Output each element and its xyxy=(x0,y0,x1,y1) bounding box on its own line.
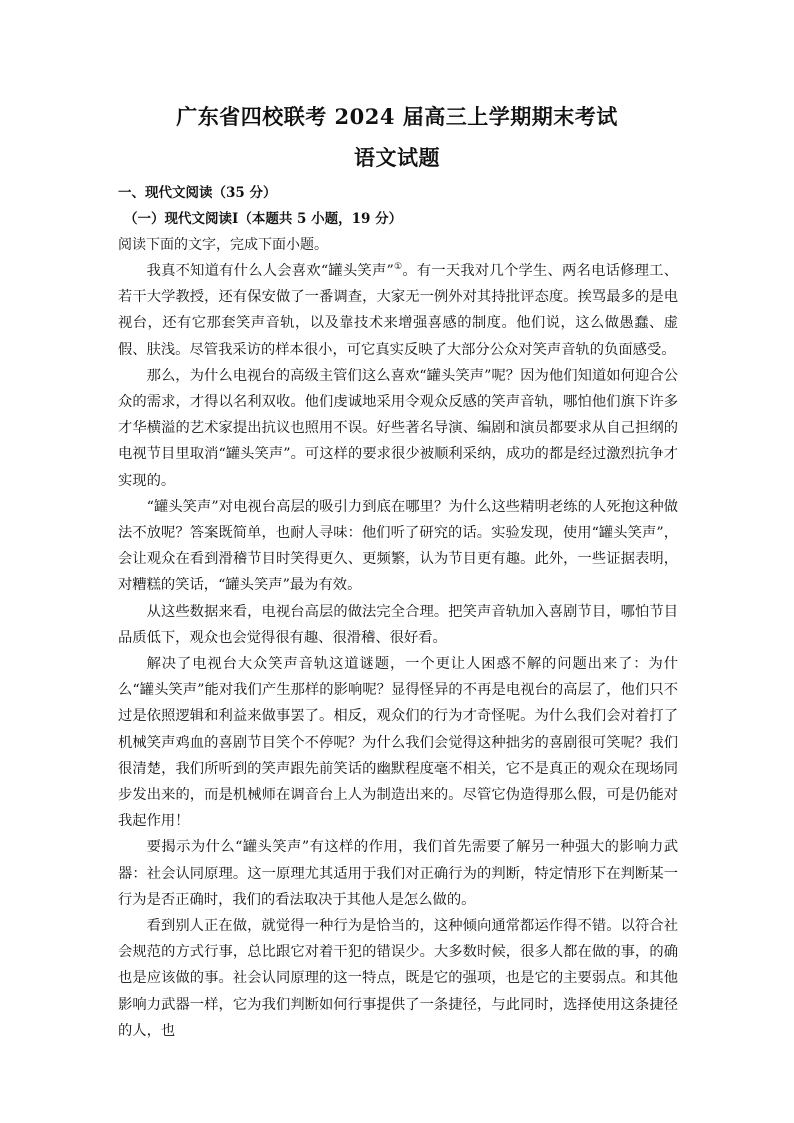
passage-paragraph-7: 看到别人正在做，就觉得一种行为是恰当的，这种倾向通常都运作得不错。以符合社会规范的方式行事，总比跟它对着干犯的错误少。大多数时候，很多人都在做的事，的确也是应该做的事。社会认同原理的这一特点，既是它的强项，也是它的主要弱点。和其他影响力武器一样，它为我们判断如何行事提供了一条捷径，与此同时，选择使用这条捷径的人，也 xyxy=(118,918,678,1039)
passage-paragraph-1 xyxy=(118,258,678,363)
paragraph-1-text-after-note: 。有一天我对几个学生、两名电话修理工、若干大学教授，还有保安做了一番调查，大家无一例外对其持批评态度。挨骂最多的是电视台，还有它那套笑声音轨，以及靠技术来增强喜感的制度。他们说，这么做愚蠢、虚假、肤浅。尽管我采访的样本很小，可它真实反映了大部分公众对笑声音轨的负面感受。 xyxy=(118,263,678,358)
reading-instruction: 阅读下面的文字，完成下面小题。 xyxy=(118,237,328,253)
passage-paragraph-4: 从这些数据来看，电视台高层的做法完全合理。把笑声音轨加入喜剧节目，哪怕节目品质低下，观众也会觉得很有趣、很滑稽、很好看。 xyxy=(118,603,678,646)
section-heading: 一、现代文阅读（35 分） xyxy=(118,185,277,201)
subsection-heading: （一）现代文阅读Ⅰ（本题共 5 小题，19 分） xyxy=(124,211,403,227)
paragraph-1-text-before-note: 我真不知道有什么人会喜欢“罐头笑声” xyxy=(146,263,394,279)
passage-paragraph-6: 要揭示为什么“罐头笑声”有这样的作用，我们首先需要了解另一种强大的影响力武器：社会认同原理。这一原理尤其适用于我们对正确行为的判断，特定情形下在判断某一行为是否正确时，我们的看法取决于其他人是怎么做的。 xyxy=(118,839,678,908)
exam-title: 广东省四校联考 2024 届高三上学期期末考试 xyxy=(176,104,618,129)
passage-paragraph-2: 那么，为什么电视台的高级主管们这么喜欢“罐头笑声”呢？因为他们知道如何迎合公众的需求，才得以名利双收。他们虔诚地采用令观众反感的笑声音轨，哪怕他们旗下许多才华横溢的艺术家提出抗议也照用不误。好些著名导演、编剧和演员都要求从自己担纲的电视节目里取消“罐头笑声”。可这样的要求很少被顺利采纳，成功的都是经过激烈抗争才实现的。 xyxy=(118,367,678,489)
footnote-marker: ① xyxy=(393,262,403,273)
exam-subtitle: 语文试题 xyxy=(354,145,440,170)
reading-passage xyxy=(118,258,678,1044)
passage-paragraph-5: 解决了电视台大众笑声音轨这道谜题，一个更让人困惑不解的问题出来了：为什么“罐头笑声”能对我们产生那样的影响呢？显得怪异的不再是电视台的高层了，他们只不过是依照逻辑和利益来做事罢了。相反，观众们的行为才奇怪呢。为什么我们会对着打了机械笑声鸡血的喜剧节目笑个不停呢？为什么我们会觉得这种拙劣的喜剧很可笑呢？我们很清楚，我们所听到的笑声跟先前笑话的幽默程度毫不相关，它不是真正的观众在现场同步发出来的，而是机械师在调音台上人为制造出来的。尽管它伪造得那么假，可是仍能对我起作用！ xyxy=(118,656,678,830)
passage-paragraph-3: “罐头笑声”对电视台高层的吸引力到底在哪里？为什么这些精明老练的人死抱这种做法不放呢？答案既简单，也耐人寻味：他们听了研究的话。实验发现，使用“罐头笑声”，会让观众在看到滑稽节目时笑得更久、更频繁，认为节目更有趣。此外，一些证据表明，对糟糕的笑话，“罐头笑声”最为有效。 xyxy=(118,498,678,594)
